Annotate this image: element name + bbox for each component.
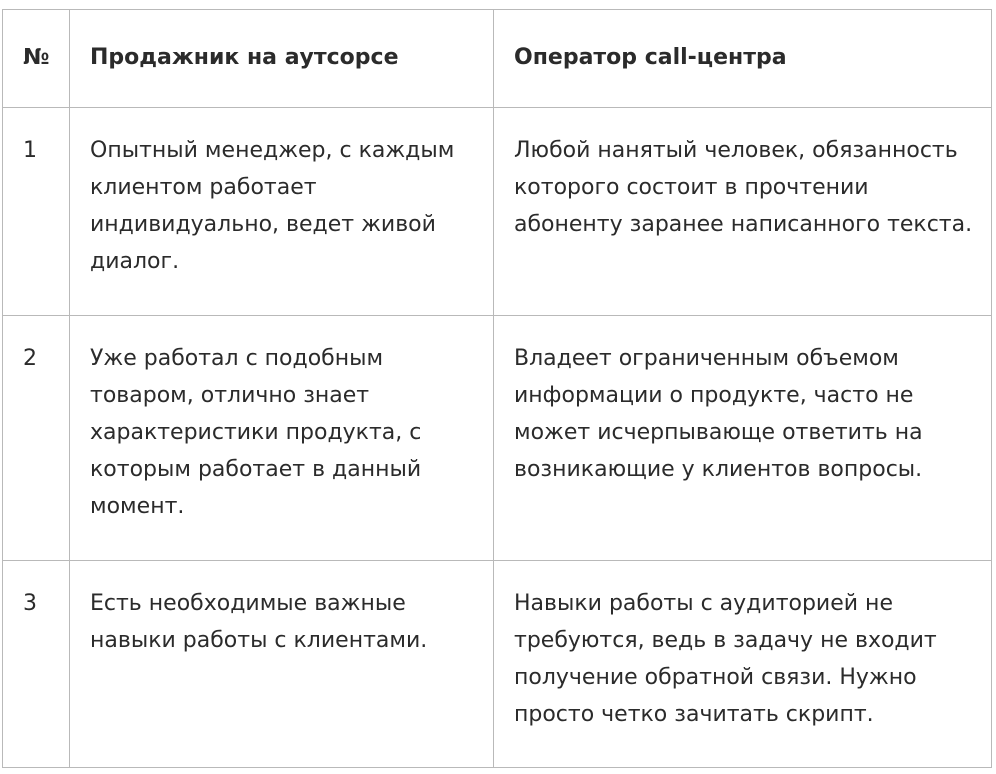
table-row bbox=[3, 561, 992, 768]
header-operator: Оператор call-центра bbox=[494, 10, 992, 108]
salesperson-cell: Есть необходимые важные навыки работы с клиентами. bbox=[70, 561, 494, 768]
table-row bbox=[3, 108, 992, 316]
operator-cell: Навыки работы с аудиторией не требуются, ведь в задачу не входит получение обратной связи. Нужно просто четко зачитать скрипт. bbox=[494, 561, 992, 768]
header-number: № bbox=[3, 10, 70, 108]
salesperson-cell: Уже работал с подобным товаром, отлично знает характеристики продукта, с которым работает в данный момент. bbox=[70, 316, 494, 561]
comparison-table-container bbox=[2, 9, 992, 768]
row-number: 2 bbox=[3, 316, 70, 561]
header-salesperson: Продажник на аутсорсе bbox=[70, 10, 494, 108]
operator-cell: Владеет ограниченным объемом информации о продукте, часто не может исчерпывающе ответить на возникающие у клиентов вопросы. bbox=[494, 316, 992, 561]
comparison-table bbox=[2, 9, 992, 768]
row-number: 3 bbox=[3, 561, 70, 768]
salesperson-cell: Опытный менеджер, с каждым клиентом работает индивидуально, ведет живой диалог. bbox=[70, 108, 494, 316]
operator-cell: Любой нанятый человек, обязанность которого состоит в прочтении абоненту заранее написанного текста. bbox=[494, 108, 992, 316]
table-header-row bbox=[3, 10, 992, 108]
row-number: 1 bbox=[3, 108, 70, 316]
table-row bbox=[3, 316, 992, 561]
